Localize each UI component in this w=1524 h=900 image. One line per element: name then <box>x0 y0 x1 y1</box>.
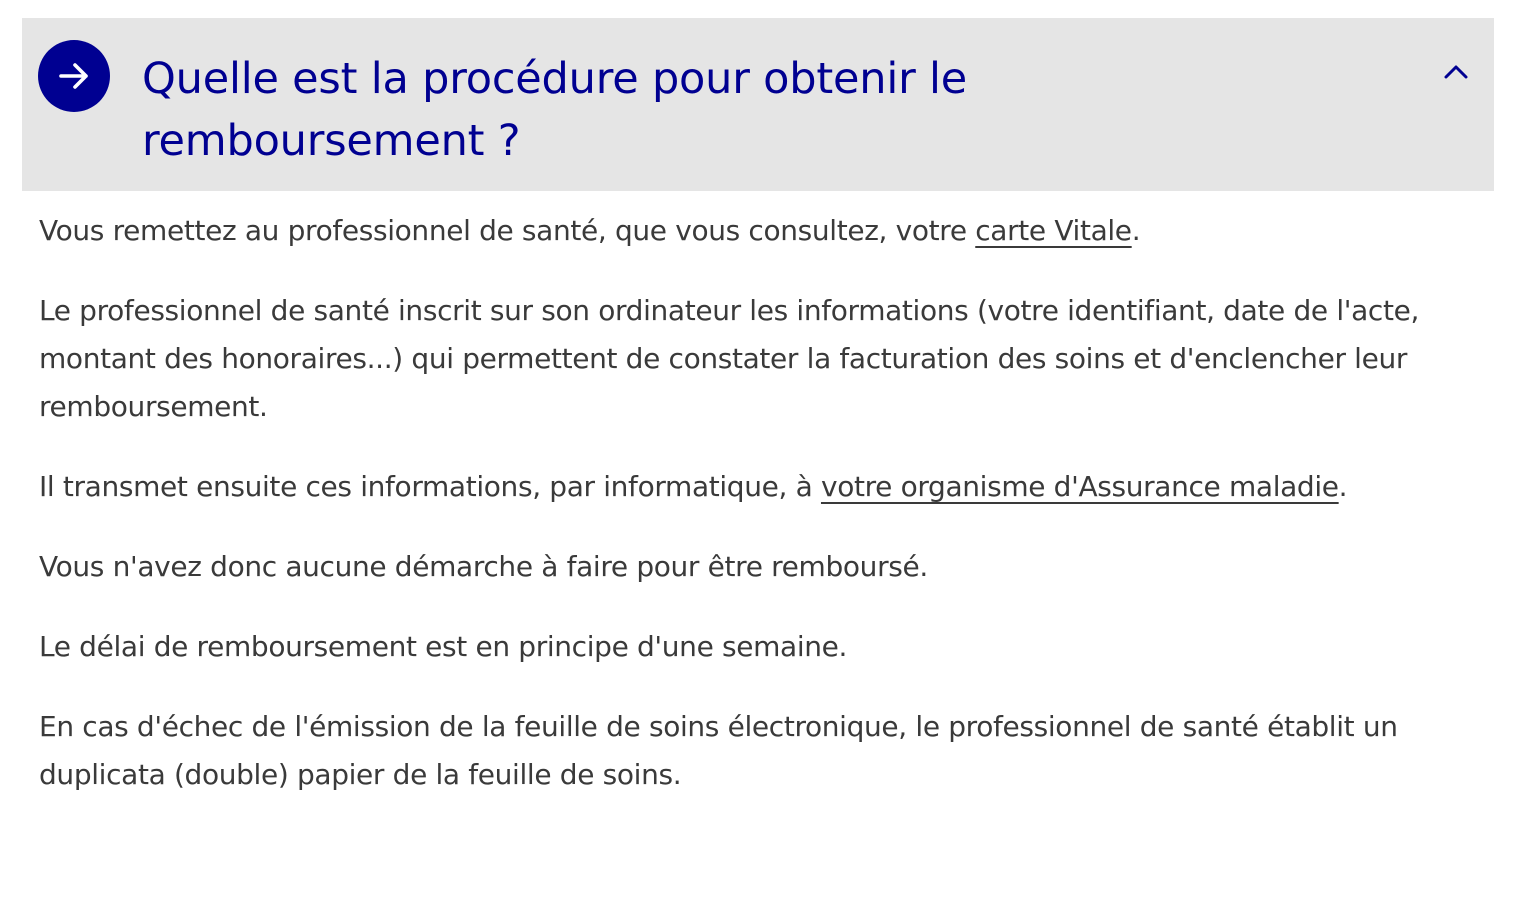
paragraph-informations: Le professionnel de santé inscrit sur son ordinateur les informations (votre identifiant, date de l'acte, montant des honoraires...) qui permettent de constater la facturation des soins et d'enclencher leur remboursement. <box>39 294 1419 423</box>
paragraph-delai: Le délai de remboursement est en principe d'une semaine. <box>39 630 848 663</box>
paragraph-text: Vous remettez au professionnel de santé, que vous consultez, votre <box>39 214 976 247</box>
accordion-title: Quelle est la procédure pour obtenir le remboursement ? <box>142 54 968 166</box>
paragraph-carte-vitale <box>39 207 1486 255</box>
paragraph-punctuation: . <box>1338 470 1348 503</box>
faq-accordion <box>22 18 1494 831</box>
paragraph-echec: En cas d'échec de l'émission de la feuille de soins électronique, le professionnel de santé établit un duplicata (double) papier de la feuille de soins. <box>39 710 1398 791</box>
paragraph-aucune-demarche: Vous n'avez donc aucune démarche à faire pour être remboursé. <box>39 550 928 583</box>
carte-vitale-link[interactable]: carte Vitale <box>975 214 1132 247</box>
paragraph-text: Il transmet ensuite ces informations, par informatique, à <box>39 470 821 503</box>
paragraph-transmission <box>39 463 1486 511</box>
paragraph-punctuation: . <box>1131 214 1141 247</box>
arrow-right-icon <box>38 40 110 112</box>
accordion-header[interactable] <box>22 18 1494 191</box>
accordion-content <box>22 191 1494 799</box>
chevron-up-icon[interactable] <box>1440 56 1472 88</box>
assurance-maladie-link[interactable]: votre organisme d'Assurance maladie <box>820 470 1339 503</box>
